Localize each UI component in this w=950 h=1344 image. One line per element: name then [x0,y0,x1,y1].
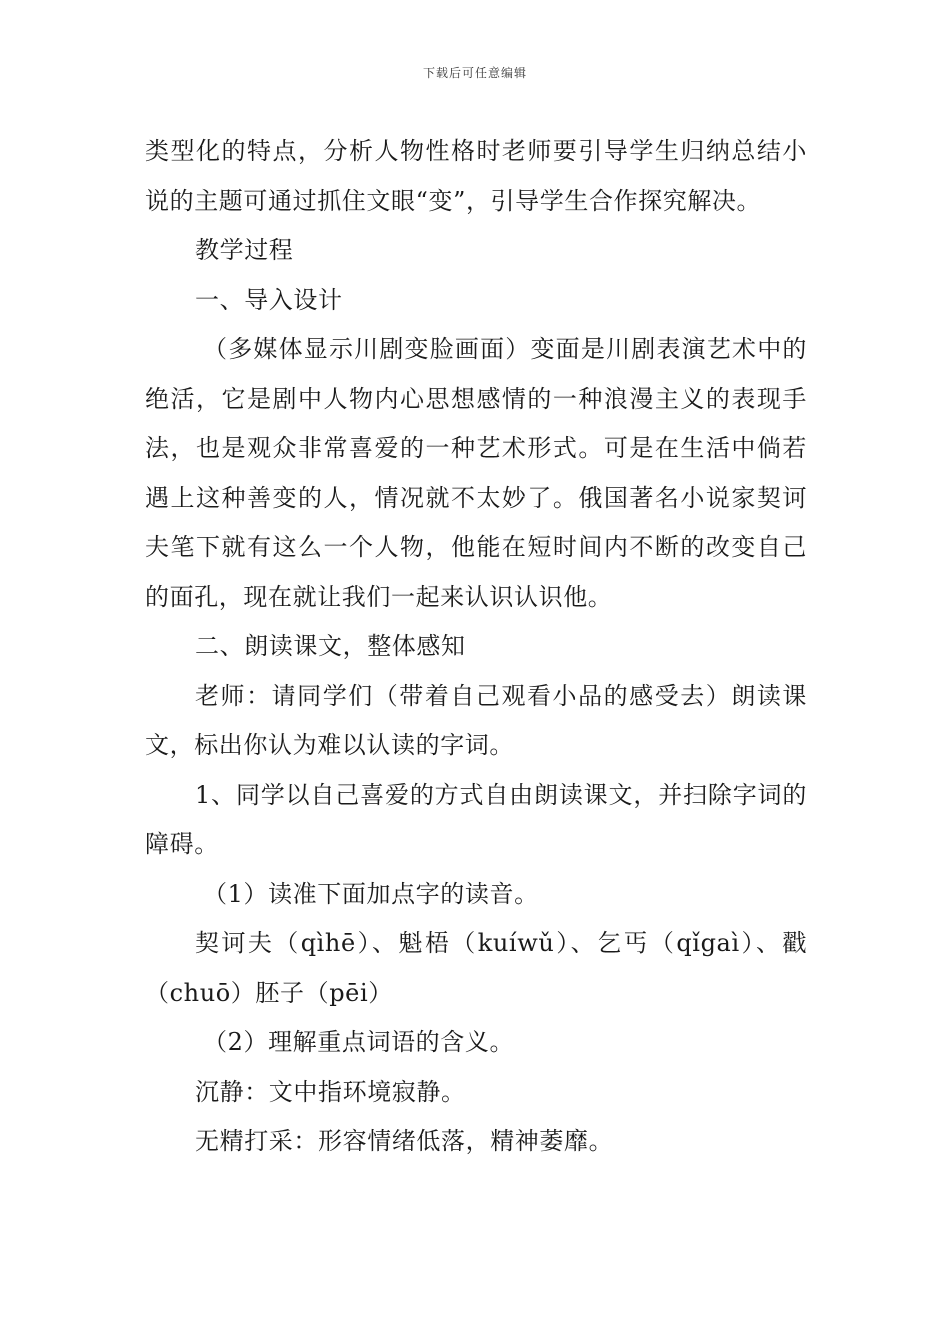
paragraph-continuation: 类型化的特点，分析人物性格时老师要引导学生归纳总结小说的主题可通过抓住文眼“变”，引导学生合作探究解决。 [145,137,807,215]
document-body [145,127,807,1167]
paragraph-pronunciation-list: 契诃夫（qìhē）、魁梧（kuíwǔ）、乞丐（qǐgaì）、戳（chuō）胚子（pēi） [145,929,807,1007]
subheading-pronunciation: （1）读准下面加点字的读音。 [203,879,539,908]
page-header: 下载后可任意编辑 [422,66,527,80]
section-heading-teaching-process: 教学过程 [195,236,294,264]
paragraph-intro: （多媒体显示川剧变脸画面）变面是川剧表演艺术中的绝活，它是剧中人物内心思想感情的一种浪漫主义的表现手法，也是观众非常喜爱的一种艺术形式。可是在生活中倘若遇上这种善变的人，情况就不太妙了。俄国著名小说家契诃夫笔下就有这么一个人物，他能在短时间内不断的改变自己的面孔，现在就让我们一起来认识认识他。 [145,335,807,611]
section-heading-reading: 二、朗读课文，整体感知 [195,632,466,660]
section-heading-intro-design: 一、导入设计 [195,285,343,314]
vocab-item-chenjing: 沉静：文中指环境寂静。 [195,1077,466,1106]
paragraph-step-1: 1、同学以自己喜爱的方式自由朗读课文，并扫除字词的障碍。 [145,780,807,858]
vocab-item-wujingdacai: 无精打采：形容情绪低落，精神萎靡。 [195,1127,614,1155]
paragraph-teacher-instruction: 老师：请同学们（带着自己观看小品的感受去）朗读课文，标出你认为难以认读的字词。 [145,681,807,759]
subheading-vocabulary: （2）理解重点词语的含义。 [203,1028,515,1056]
